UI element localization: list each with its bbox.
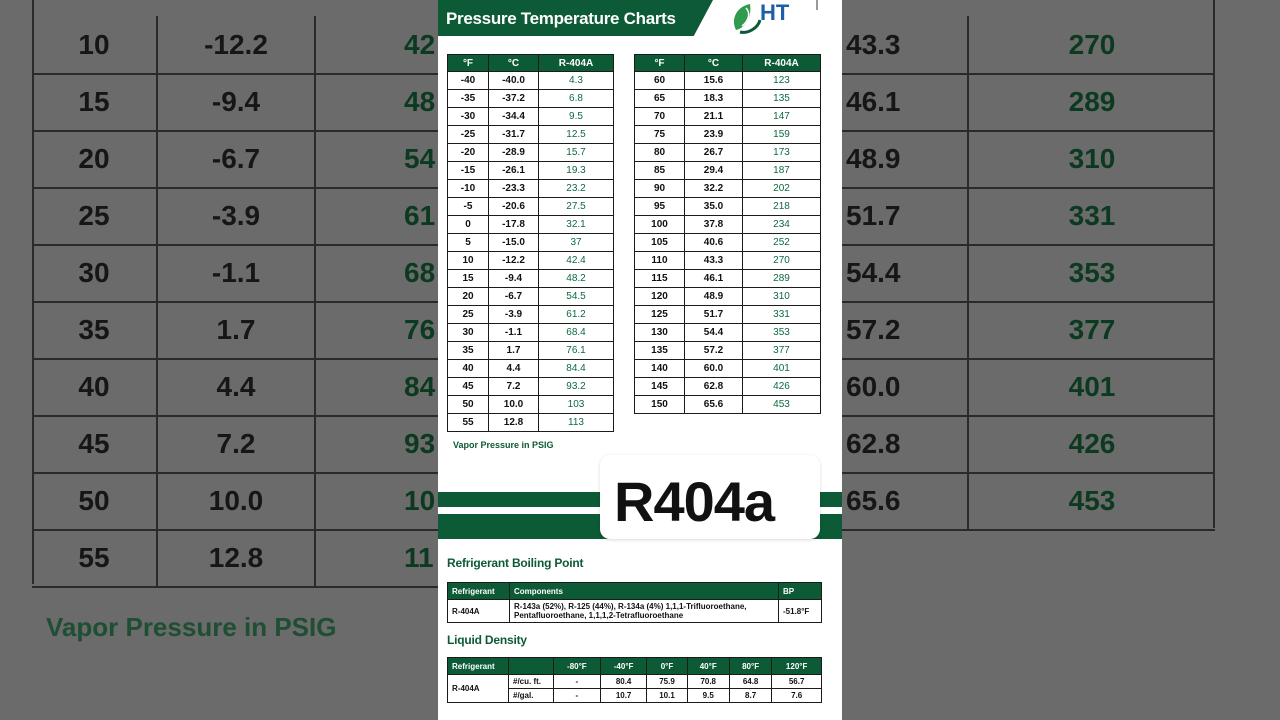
temp-f-cell: -35 — [448, 90, 489, 108]
pressure-cell: 19.3 — [539, 162, 614, 180]
temp-c-cell: 4.4 — [489, 360, 539, 378]
table-row — [448, 270, 614, 288]
bg-cell: 42 — [404, 29, 436, 60]
pressure-cell: 12.5 — [539, 126, 614, 144]
density-value-cell: 9.5 — [687, 689, 729, 703]
temp-f-cell: 95 — [635, 198, 685, 216]
temp-f-cell: 30 — [448, 324, 489, 342]
pressure-table-left — [447, 54, 614, 432]
temp-f-cell: 105 — [635, 234, 685, 252]
pressure-cell: 23.2 — [539, 180, 614, 198]
bg-cell: 7.2 — [158, 415, 316, 472]
bg-cell: 377 — [1068, 314, 1116, 345]
bg-cell: 1.7 — [158, 301, 316, 358]
pressure-cell: 147 — [743, 108, 821, 126]
density-header: 0°F — [647, 658, 687, 675]
table-row — [635, 108, 821, 126]
table-row — [635, 270, 821, 288]
table-row — [635, 126, 821, 144]
bg-cell: 61 — [404, 200, 436, 231]
temp-f-cell: -40 — [448, 72, 489, 90]
temp-c-cell: 46.1 — [685, 270, 743, 288]
temp-c-cell: -3.9 — [489, 306, 539, 324]
bg-cell: 68 — [404, 257, 436, 288]
col-header-r404a: R-404A — [539, 55, 614, 72]
temp-c-cell: -20.6 — [489, 198, 539, 216]
bg-table-row — [32, 130, 440, 189]
pressure-cell: 401 — [743, 360, 821, 378]
table-row — [635, 198, 821, 216]
table-row — [448, 396, 614, 414]
pressure-cell: 331 — [743, 306, 821, 324]
bg-cell: -1.1 — [158, 244, 316, 301]
density-value-cell: 80.4 — [600, 675, 647, 689]
pressure-cell: 252 — [743, 234, 821, 252]
table-row — [635, 306, 821, 324]
bg-cell: 55 — [32, 529, 158, 586]
pressure-cell: 173 — [743, 144, 821, 162]
col-header-r404a: R-404A — [743, 55, 821, 72]
bg-cell: 4.4 — [158, 358, 316, 415]
temp-f-cell: 0 — [448, 216, 489, 234]
table-row — [635, 252, 821, 270]
bg-cell: 25 — [32, 187, 158, 244]
bg-cell: -12.2 — [158, 16, 316, 73]
pressure-cell: 37 — [539, 234, 614, 252]
refrigerant-label-card — [600, 455, 820, 539]
pressure-cell: 218 — [743, 198, 821, 216]
temp-c-cell: -23.3 — [489, 180, 539, 198]
bg-table-row — [842, 130, 1215, 189]
table-row — [448, 378, 614, 396]
bg-cell: 10 — [32, 16, 158, 73]
refrigerant-big-label: R404a — [614, 470, 775, 533]
bg-table-row — [32, 529, 440, 588]
temp-c-cell: 29.4 — [685, 162, 743, 180]
density-header: -80°F — [554, 658, 601, 675]
table-row — [635, 288, 821, 306]
bg-cell: 48.9 — [842, 130, 969, 187]
bg-cell: 453 — [1068, 485, 1116, 516]
density-value-cell: #/cu. ft. — [509, 675, 554, 689]
table-row — [448, 414, 614, 432]
bg-table-row — [842, 187, 1215, 246]
density-value-cell: 64.8 — [729, 675, 771, 689]
temp-f-cell: 90 — [635, 180, 685, 198]
density-header: Refrigerant — [448, 658, 509, 675]
table-row — [448, 252, 614, 270]
col-header-c: °C — [489, 55, 539, 72]
pressure-cell: 103 — [539, 396, 614, 414]
temp-c-cell: 48.9 — [685, 288, 743, 306]
table-row — [635, 180, 821, 198]
bg-cell: 48 — [404, 86, 436, 117]
temp-f-cell: 100 — [635, 216, 685, 234]
bg-cell: 43.3 — [842, 16, 969, 73]
table-row — [448, 216, 614, 234]
table-row — [448, 234, 614, 252]
bg-cell: 270 — [1068, 29, 1116, 60]
pressure-cell: 68.4 — [539, 324, 614, 342]
table-row — [635, 90, 821, 108]
temp-f-cell: 120 — [635, 288, 685, 306]
table-row — [448, 144, 614, 162]
temp-f-cell: 140 — [635, 360, 685, 378]
density-value-cell: 70.8 — [687, 675, 729, 689]
pressure-cell: 4.3 — [539, 72, 614, 90]
temp-c-cell: 1.7 — [489, 342, 539, 360]
temp-f-cell: -25 — [448, 126, 489, 144]
temp-f-cell: 85 — [635, 162, 685, 180]
temp-c-cell: 37.8 — [685, 216, 743, 234]
temp-f-cell: 55 — [448, 414, 489, 432]
pressure-cell: 84.4 — [539, 360, 614, 378]
table-row — [448, 108, 614, 126]
pressure-cell: 9.5 — [539, 108, 614, 126]
table-row — [448, 180, 614, 198]
logo-text: HT — [760, 0, 790, 25]
temp-c-cell: -28.9 — [489, 144, 539, 162]
bg-cell: 54.4 — [842, 244, 969, 301]
pressure-cell: 123 — [743, 72, 821, 90]
temp-c-cell: 65.6 — [685, 396, 743, 414]
cell-bp: -51.8°F — [779, 600, 822, 623]
temp-c-cell: 54.4 — [685, 324, 743, 342]
bg-cell: 401 — [1068, 371, 1116, 402]
temp-f-cell: -20 — [448, 144, 489, 162]
temp-c-cell: 60.0 — [685, 360, 743, 378]
temp-f-cell: 35 — [448, 342, 489, 360]
density-value-cell: 10.1 — [647, 689, 687, 703]
table-row — [448, 72, 614, 90]
pressure-cell: 32.1 — [539, 216, 614, 234]
bg-cell: 57.2 — [842, 301, 969, 358]
bg-cell: -3.9 — [158, 187, 316, 244]
pressure-cell: 135 — [743, 90, 821, 108]
temp-f-cell: 70 — [635, 108, 685, 126]
temp-f-cell: 50 — [448, 396, 489, 414]
temp-c-cell: 35.0 — [685, 198, 743, 216]
pressure-cell: 76.1 — [539, 342, 614, 360]
bg-cell: 35 — [32, 301, 158, 358]
bg-table-row — [32, 472, 440, 531]
divider — [816, 0, 818, 10]
table-row — [448, 306, 614, 324]
pressure-cell: 159 — [743, 126, 821, 144]
header-components: Components — [510, 583, 779, 600]
bg-cell: 76 — [404, 314, 436, 345]
temp-c-cell: -17.8 — [489, 216, 539, 234]
table-row — [635, 72, 821, 90]
bg-cell: 353 — [1068, 257, 1116, 288]
bg-table-row — [32, 244, 440, 303]
temp-c-cell: 43.3 — [685, 252, 743, 270]
temp-f-cell: 20 — [448, 288, 489, 306]
temp-f-cell: -10 — [448, 180, 489, 198]
boiling-point-table — [447, 582, 822, 623]
temp-c-cell: 40.6 — [685, 234, 743, 252]
temp-f-cell: 45 — [448, 378, 489, 396]
pressure-cell: 202 — [743, 180, 821, 198]
bg-table-row — [32, 358, 440, 417]
density-value-cell: - — [554, 675, 601, 689]
liquid-density-title: Liquid Density — [447, 633, 527, 647]
temp-f-cell: 110 — [635, 252, 685, 270]
pressure-cell: 426 — [743, 378, 821, 396]
temp-f-cell: 5 — [448, 234, 489, 252]
pressure-cell: 42.4 — [539, 252, 614, 270]
pressure-cell: 377 — [743, 342, 821, 360]
temp-f-cell: 75 — [635, 126, 685, 144]
pressure-cell: 270 — [743, 252, 821, 270]
bg-cell: 62.8 — [842, 415, 969, 472]
bg-cell: 10 — [404, 485, 436, 516]
bg-cell: 65.6 — [842, 472, 969, 529]
density-value-cell: 7.6 — [772, 689, 822, 703]
bg-cell: 426 — [1068, 428, 1116, 459]
bg-cell: 45 — [32, 415, 158, 472]
bg-cell: 84 — [404, 371, 436, 402]
temp-c-cell: -1.1 — [489, 324, 539, 342]
bg-table-row — [32, 187, 440, 246]
density-header: 120°F — [772, 658, 822, 675]
density-header: -40°F — [600, 658, 647, 675]
density-value-cell: 8.7 — [729, 689, 771, 703]
temp-c-cell: 51.7 — [685, 306, 743, 324]
bg-table-row — [842, 301, 1215, 360]
bg-table-row — [32, 415, 440, 474]
col-header-f: °F — [635, 55, 685, 72]
pressure-cell: 6.8 — [539, 90, 614, 108]
bg-cell: 54 — [404, 143, 436, 174]
bg-table-row — [842, 358, 1215, 417]
temp-c-cell: 21.1 — [685, 108, 743, 126]
bg-cell: 11 — [404, 542, 434, 573]
bg-cell: 289 — [1068, 86, 1116, 117]
table-row — [448, 126, 614, 144]
temp-f-cell: 15 — [448, 270, 489, 288]
page-title: Pressure Temperature Charts — [446, 9, 676, 28]
bg-table-row — [842, 244, 1215, 303]
header-bp: BP — [779, 583, 822, 600]
pressure-table-right — [634, 54, 821, 414]
pressure-cell: 48.2 — [539, 270, 614, 288]
temp-c-cell: -15.0 — [489, 234, 539, 252]
bg-cell: 331 — [1068, 200, 1116, 231]
table-row — [635, 216, 821, 234]
bg-cell: -6.7 — [158, 130, 316, 187]
pressure-cell: 310 — [743, 288, 821, 306]
temp-f-cell: 130 — [635, 324, 685, 342]
temp-c-cell: -26.1 — [489, 162, 539, 180]
bg-cell: 30 — [32, 244, 158, 301]
temp-f-cell: 65 — [635, 90, 685, 108]
temp-c-cell: 15.6 — [685, 72, 743, 90]
table-row — [635, 396, 821, 414]
temp-c-cell: 23.9 — [685, 126, 743, 144]
col-header-c: °C — [685, 55, 743, 72]
bg-cell: 310 — [1068, 143, 1116, 174]
bg-cell: 10.0 — [158, 472, 316, 529]
density-value-cell: 56.7 — [772, 675, 822, 689]
bg-table-row — [842, 415, 1215, 474]
pressure-cell: 289 — [743, 270, 821, 288]
table-row — [635, 360, 821, 378]
table-row — [635, 162, 821, 180]
pressure-cell: 234 — [743, 216, 821, 234]
bg-cell: 20 — [32, 130, 158, 187]
density-value-cell: 10.7 — [600, 689, 647, 703]
table-row — [448, 90, 614, 108]
table-row — [635, 342, 821, 360]
temp-c-cell: -12.2 — [489, 252, 539, 270]
pressure-cell: 453 — [743, 396, 821, 414]
table-row — [635, 378, 821, 396]
bg-cell: -9.4 — [158, 73, 316, 130]
bg-cell: 60.0 — [842, 358, 969, 415]
pressure-cell: 353 — [743, 324, 821, 342]
liquid-density-table — [447, 657, 822, 703]
boiling-point-title: Refrigerant Boiling Point — [447, 556, 584, 570]
temp-f-cell: 150 — [635, 396, 685, 414]
temp-c-cell: 12.8 — [489, 414, 539, 432]
table-row — [635, 234, 821, 252]
temp-c-cell: -31.7 — [489, 126, 539, 144]
pressure-cell: 27.5 — [539, 198, 614, 216]
temp-c-cell: 10.0 — [489, 396, 539, 414]
density-value-cell: #/gal. — [509, 689, 554, 703]
table-row — [635, 144, 821, 162]
temp-c-cell: 26.7 — [685, 144, 743, 162]
table-row — [448, 162, 614, 180]
temp-c-cell: 18.3 — [685, 90, 743, 108]
bg-table-row — [842, 472, 1215, 531]
vapor-pressure-caption: Vapor Pressure in PSIG — [453, 440, 554, 450]
temp-f-cell: 10 — [448, 252, 489, 270]
temp-c-cell: 57.2 — [685, 342, 743, 360]
bg-cell: 46.1 — [842, 73, 969, 130]
density-header — [509, 658, 554, 675]
bg-table-row — [842, 16, 1215, 75]
density-value-cell: 75.9 — [647, 675, 687, 689]
pressure-cell: 54.5 — [539, 288, 614, 306]
temp-f-cell: 40 — [448, 360, 489, 378]
temp-f-cell: -30 — [448, 108, 489, 126]
bg-table-row — [842, 73, 1215, 132]
pressure-cell: 187 — [743, 162, 821, 180]
temp-f-cell: -5 — [448, 198, 489, 216]
table-row — [448, 324, 614, 342]
temp-f-cell: 60 — [635, 72, 685, 90]
bg-vapor-caption: Vapor Pressure in PSIG — [46, 612, 337, 642]
bg-cell: 40 — [32, 358, 158, 415]
pressure-cell: 15.7 — [539, 144, 614, 162]
density-header: 40°F — [687, 658, 729, 675]
temp-f-cell: 25 — [448, 306, 489, 324]
temp-c-cell: -40.0 — [489, 72, 539, 90]
temp-f-cell: -15 — [448, 162, 489, 180]
temp-f-cell: 115 — [635, 270, 685, 288]
density-header: 80°F — [729, 658, 771, 675]
bg-cell: 50 — [32, 472, 158, 529]
temp-c-cell: 7.2 — [489, 378, 539, 396]
pressure-cell: 93.2 — [539, 378, 614, 396]
table-row — [448, 360, 614, 378]
bg-table-row — [32, 73, 440, 132]
temp-c-cell: -6.7 — [489, 288, 539, 306]
pressure-cell: 61.2 — [539, 306, 614, 324]
temp-c-cell: -9.4 — [489, 270, 539, 288]
bg-cell: 15 — [32, 73, 158, 130]
bg-cell: 51.7 — [842, 187, 969, 244]
temp-c-cell: 32.2 — [685, 180, 743, 198]
table-row — [448, 198, 614, 216]
table-row — [448, 288, 614, 306]
table-row — [448, 342, 614, 360]
bg-table-row — [32, 16, 440, 75]
cell-components: R-143a (52%), R-125 (44%), R-134a (4%) 1,1,1-Trifluoroethane, Pentafluoroethane, 1,1,1,2-Tetrafluoroethane — [510, 600, 779, 623]
temp-f-cell: 135 — [635, 342, 685, 360]
table-row — [635, 324, 821, 342]
temp-f-cell: 145 — [635, 378, 685, 396]
temp-f-cell: 125 — [635, 306, 685, 324]
temp-c-cell: -34.4 — [489, 108, 539, 126]
density-value-cell: - — [554, 689, 601, 703]
temp-c-cell: 62.8 — [685, 378, 743, 396]
temp-c-cell: -37.2 — [489, 90, 539, 108]
bg-cell: 12.8 — [158, 529, 316, 586]
cell-refrigerant: R-404A — [448, 600, 510, 623]
header-refrigerant: Refrigerant — [448, 583, 510, 600]
density-refrigerant-cell: R-404A — [448, 675, 509, 703]
bg-table-row — [32, 301, 440, 360]
col-header-f: °F — [448, 55, 489, 72]
bg-cell: 93 — [404, 428, 436, 459]
pressure-cell: 113 — [539, 414, 614, 432]
temp-f-cell: 80 — [635, 144, 685, 162]
chart-panel — [438, 0, 842, 720]
